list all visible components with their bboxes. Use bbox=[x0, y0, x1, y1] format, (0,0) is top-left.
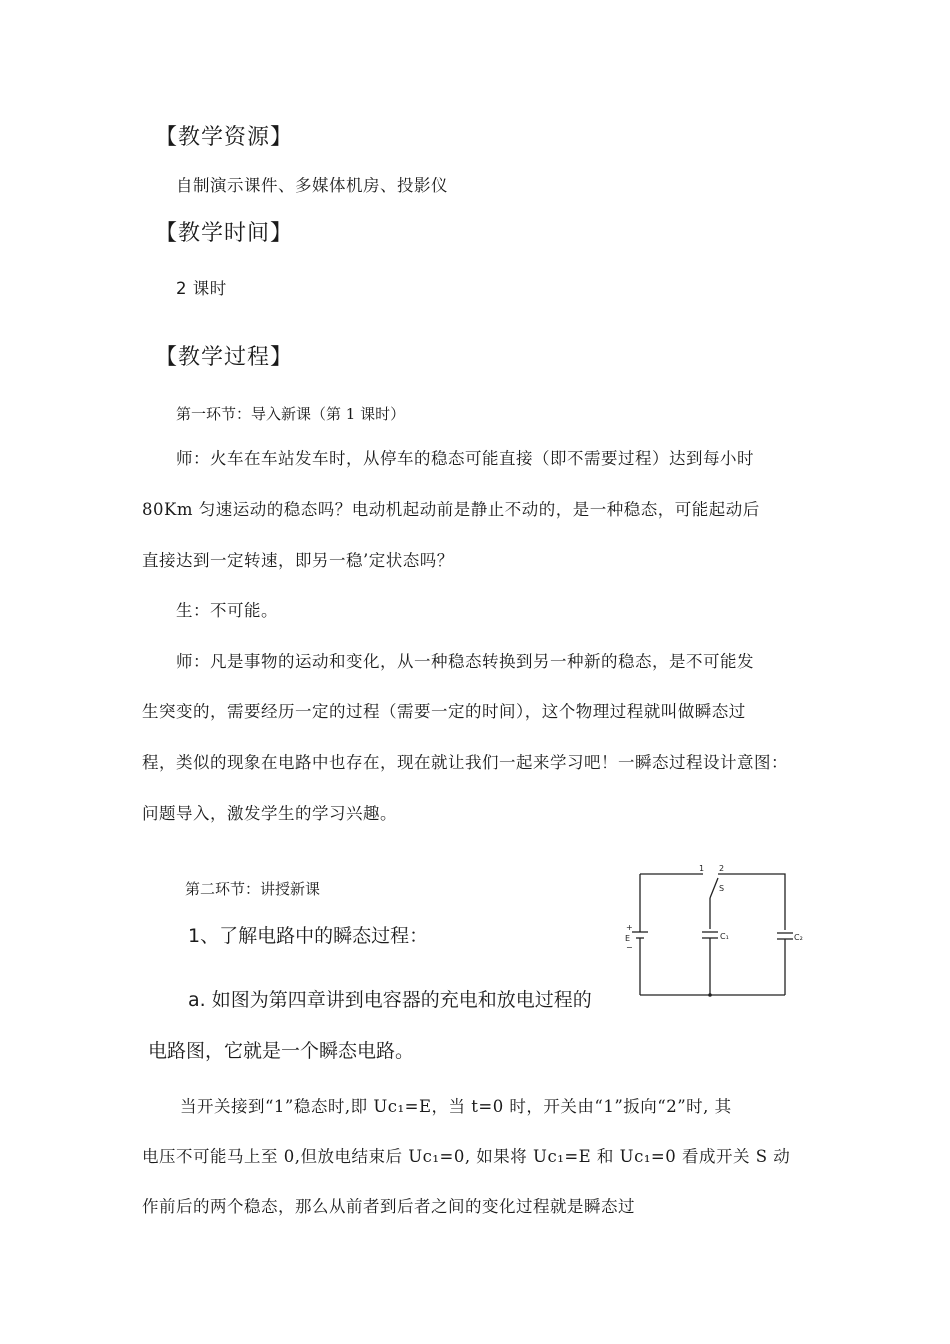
label-1: 1 bbox=[699, 864, 705, 873]
junction-dot bbox=[708, 993, 712, 997]
step2-title: 第二环节：讲授新课 bbox=[185, 880, 321, 898]
label-2: 2 bbox=[719, 864, 725, 873]
step2-para-line: 当开关接到“1”稳态时,即 Uc₁=E，当 t=0 时，开关由“1”扳向“2”时, 其 bbox=[180, 1097, 732, 1116]
circuit-wire-top-right bbox=[718, 874, 785, 930]
resources-body: 自制演示课件、多媒体机房、投影仪 bbox=[176, 176, 448, 195]
step1-line: 程，类似的现象在电路中也存在，现在就让我们一起来学习吧！一瞬态过程设计意图： bbox=[142, 753, 788, 772]
step1-line: 师：火车在车站发车时，从停车的稳态可能直接（即不需要过程）达到每小时 bbox=[176, 449, 754, 468]
step1-line: 生突变的，需要经历一定的过程（需要一定的时间），这个物理过程就叫做瞬态过 bbox=[142, 702, 746, 721]
circuit-diagram bbox=[615, 862, 815, 1002]
section-heading-resources: 【教学资源】 bbox=[155, 125, 294, 150]
step1-line: 师：凡是事物的运动和变化，从一种稳态转换到另一种新的稳态，是不可能发 bbox=[176, 652, 754, 671]
label-e: E bbox=[625, 934, 631, 943]
label-c1: C₁ bbox=[720, 932, 729, 941]
section-heading-time: 【教学时间】 bbox=[155, 221, 294, 246]
switch-blade bbox=[710, 878, 718, 898]
time-body: 2 课时 bbox=[176, 279, 227, 298]
label-c2: C₂ bbox=[794, 933, 803, 942]
label-minus: − bbox=[626, 943, 633, 952]
step1-line: 生：不可能。 bbox=[176, 601, 278, 620]
step2-para-line: 电压不可能马上至 0,但放电结束后 Uc₁=0, 如果将 Uc₁=E 和 Uc₁=0 看成开关 S 动 bbox=[142, 1147, 791, 1166]
step2-point1: 1、了解电路中的瞬态过程： bbox=[188, 925, 429, 947]
step1-line: 直接达到一定转速，即另一稳’定状态吗？ bbox=[142, 551, 454, 570]
step1-title: 第一环节：导入新课（第 1 课时） bbox=[176, 405, 406, 423]
step1-line: 问题导入，激发学生的学习兴趣。 bbox=[142, 804, 397, 823]
step2-point-a: a. 如图为第四章讲到电容器的充电和放电过程的 bbox=[188, 989, 592, 1011]
label-plus: + bbox=[626, 923, 633, 932]
section-heading-process: 【教学过程】 bbox=[155, 345, 294, 370]
label-s: S bbox=[719, 884, 725, 893]
step2-para-line: 作前后的两个稳态，那么从前者到后者之间的变化过程就是瞬态过 bbox=[142, 1197, 635, 1216]
step2-point-a-cont: 电路图，它就是一个瞬态电路。 bbox=[148, 1040, 415, 1062]
step1-line: 80Km 匀速运动的稳态吗？电动机起动前是静止不动的，是一种稳态，可能起动后 bbox=[142, 500, 760, 519]
